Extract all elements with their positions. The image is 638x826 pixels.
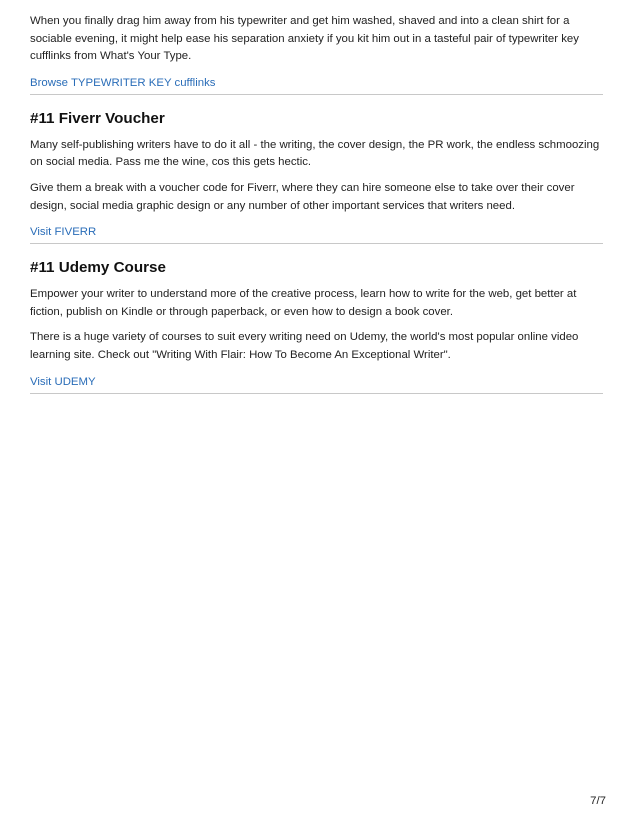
udemy-heading: #11 Udemy Course [30,259,166,277]
visit-fiverr-link[interactable]: Visit FIVERR [30,226,97,239]
fiverr-paragraph-1: Many self-publishing writers have to do it all - the writing, the cover design, the PR work, the endless schmoozing on social media. Pass me the wine, cos this gets hectic. [30,138,600,169]
udemy-paragraph-2: There is a huge variety of courses to suit every writing need on Udemy, the world's most popular online video learning site. Check out "Writing With Flair: How To Become An Exceptional Writer". [30,331,579,361]
intro-paragraph: When you finally drag him away from his typewriter and get him washed, shaved and into a clean shirt for a sociable evening, it might help ease his separation anxiety if you kit him out in a tasteful pair of typewriter key cufflinks from What's Your Type. [30,15,579,63]
section-divider [30,243,603,244]
visit-udemy-link[interactable]: Visit UDEMY [30,375,96,388]
fiverr-heading: #11 Fiverr Voucher [30,109,165,127]
section-divider [30,393,603,394]
fiverr-paragraph-2: Give them a break with a voucher code for Fiverr, where they can hire someone else to take over their cover design, social media graphic design or any number of other important services that writers need. [30,181,575,212]
browse-typewriter-cufflinks-link[interactable]: Browse TYPEWRITER KEY cufflinks [30,76,216,89]
document-page [30,13,604,394]
page-number: 7/7 [590,795,606,807]
udemy-paragraph-1: Empower your writer to understand more of the creative process, learn how to write for the web, get better at fiction, publish on Kindle or through paperback, or even how to design a book cover. [30,288,577,318]
section-divider [30,94,603,95]
